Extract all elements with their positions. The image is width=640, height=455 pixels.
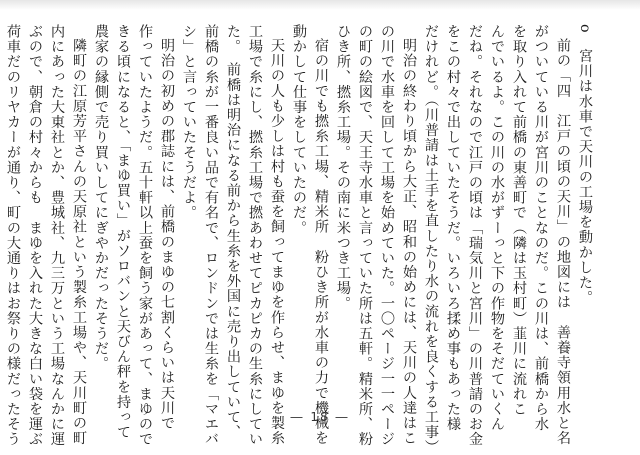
text-line: 天川の人も少しは村も蚕を飼ってまゆを作らせ、まゆを製糸 bbox=[269, 38, 285, 446]
text-line: をこの村々で出していたそうだ。いろいろ揉め事もあった様 bbox=[445, 24, 461, 432]
text-line: の川で水車を回して工場を始めていた。一〇ページ一一ページ bbox=[379, 24, 395, 447]
text-line: だね。それなので江戸の頃は「瑞気川と宮川」の川普請のお金 bbox=[467, 24, 483, 447]
text-line: た。 前橋は明治になる前から生糸を外国に売り出していて、 bbox=[225, 24, 241, 440]
text-line: 農家の縁側で売り買いしてにぎやかだったそうだ。 bbox=[93, 24, 109, 372]
text-line: 荷車だのリヤカーが通り、町の大通りはお祭りの様だったそう bbox=[5, 24, 21, 447]
section-heading-line: o 宮川は水車で天川の工場を動かした。 bbox=[577, 24, 593, 306]
text-line: 工場で糸にし、撚糸工場で撚あわせてピカピカの生糸にしてい bbox=[247, 24, 263, 447]
text-line: シ」と言っていたそうだよ。 bbox=[181, 24, 197, 221]
text-line: 作っていたようだ。五十軒以上蚕を飼う家があって、まゆので bbox=[137, 24, 153, 447]
page-number: ― 18 ― bbox=[290, 410, 350, 424]
text-line: 隣町の江原芳平さんの天原社という製糸工場や、天川町の町 bbox=[71, 38, 87, 446]
text-line: の町の絵図で、天王寺水車と言っていた所は五軒。精米所、粉 bbox=[357, 24, 373, 447]
text-line: を取り入れて前橋の東善町で（隣は玉村町）韮川に流れこ bbox=[511, 24, 527, 417]
text-line bbox=[0, 24, 2, 404]
text-line: ひき所、撚糸工場。その南に米つき工場。 bbox=[335, 24, 351, 311]
text-line: 前橋の糸が一番良い品で有名で、ロンドンでは生糸を「マエバ bbox=[203, 24, 219, 447]
text-line: 宿の川でも撚糸工場、精米所 粉ひき所が水車の力で機械を bbox=[313, 38, 329, 446]
text-line: 明治の初めの郡誌には、前橋のまゆの七割くらいは天川で bbox=[159, 38, 175, 431]
text-line: 前の「四 江戸の頃の天川」の地図には 善養寺領用水と名 bbox=[555, 38, 571, 446]
text-line: 明治の終わり頃から大正、昭和の始めには、天川の人達はこ bbox=[401, 38, 417, 446]
text-line: きる頃になると、「まゆ買い」がソロバンと天びん秤を持って bbox=[115, 24, 131, 440]
text-line: 動かして仕事をしていたのだ。 bbox=[291, 24, 307, 236]
scan-shadow bbox=[0, 0, 640, 10]
text-line: ぶので、朝倉の村々からも まゆを入れた大きな白い袋を運ぶ bbox=[27, 24, 43, 447]
text-line: だけれど。（川普請は土手を直したり水の流れを良くする工事） bbox=[423, 24, 439, 455]
text-line: んでいるよ。この川の水がずーっと下の作物をそだていくん bbox=[489, 24, 505, 432]
text-line: がついている川が宮川のことなのだ。この川は、前橋から水 bbox=[533, 24, 549, 432]
text-line: 内にあった大東社とか、豊城社、九三万という工場なんかに運 bbox=[49, 24, 65, 447]
